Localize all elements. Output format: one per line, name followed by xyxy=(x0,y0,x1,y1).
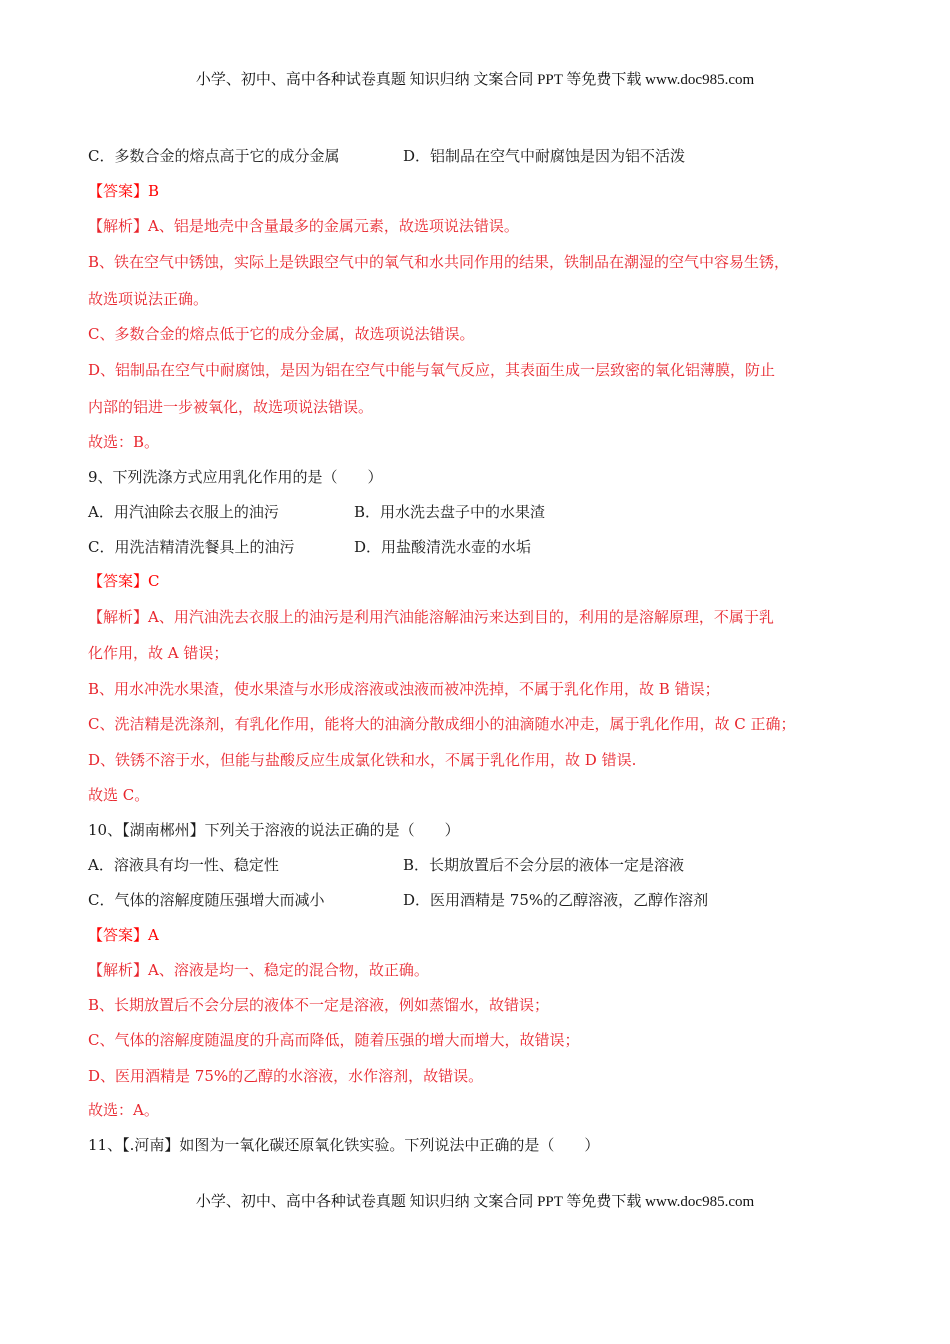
q9-analysis-line: D、铁锈不溶于水，但能与盐酸反应生成氯化铁和水，不属于乳化作用，故 D 错误. xyxy=(88,751,637,769)
q10-answer: 【答案】A xyxy=(88,926,159,944)
q10-analysis-line: C、气体的溶解度随温度的升高而降低，随着压强的增大而增大，故错误； xyxy=(88,1031,580,1049)
q9-option-d: D．用盐酸清洗水壶的水垢 xyxy=(354,538,532,556)
q10-option-c: C．气体的溶解度随压强增大而减小 xyxy=(88,891,325,909)
q8-analysis-line: B、铁在空气中锈蚀，实际上是铁跟空气中的氧气和水共同作用的结果，铁制品在潮湿的空气中容易生锈， xyxy=(88,253,790,271)
q9-stem: 9、下列洗涤方式应用乳化作用的是（ ） xyxy=(88,468,383,486)
q9-analysis-line: B、用水冲洗水果渣，使水果渣与水形成溶液或浊液而被冲洗掉，不属于乳化作用，故 B 错误； xyxy=(88,680,720,698)
q8-analysis-line: 内部的铝进一步被氧化，故选项说法错误。 xyxy=(88,398,374,416)
q9-conclusion: 故选 C。 xyxy=(88,786,150,804)
q8-analysis-line: 故选项说法正确。 xyxy=(88,290,209,308)
q9-analysis-line: 【解析】A、用汽油洗去衣服上的油污是利用汽油能溶解油污来达到目的，利用的是溶解原理，不属于乳 xyxy=(88,608,774,626)
q10-stem: 10、【湖南郴州】下列关于溶液的说法正确的是（ ） xyxy=(88,821,460,839)
q8-analysis-line: C、多数合金的熔点低于它的成分金属，故选项说法错误。 xyxy=(88,325,475,343)
q8-option-d: D．铝制品在空气中耐腐蚀是因为铝不活泼 xyxy=(403,147,686,165)
q9-answer: 【答案】C xyxy=(88,572,160,590)
q8-answer: 【答案】B xyxy=(88,182,160,200)
page-footer: 小学、初中、高中各种试卷真题 知识归纳 文案合同 PPT 等免费下载 www.doc985.com xyxy=(195,1194,755,1210)
page-header: 小学、初中、高中各种试卷真题 知识归纳 文案合同 PPT 等免费下载 www.doc985.com xyxy=(195,72,755,88)
q9-option-c: C．用洗洁精清洗餐具上的油污 xyxy=(88,538,295,556)
q10-analysis-line: 【解析】A、溶液是均一、稳定的混合物，故正确。 xyxy=(88,961,429,979)
q8-analysis-line: D、铝制品在空气中耐腐蚀，是因为铝在空气中能与氧气反应，其表面生成一层致密的氧化铝薄膜，防止 xyxy=(88,361,776,379)
q8-analysis-line: 【解析】A、铝是地壳中含量最多的金属元素，故选项说法错误。 xyxy=(88,217,519,235)
q8-option-c: C．多数合金的熔点高于它的成分金属 xyxy=(88,147,340,165)
q10-analysis-line: B、长期放置后不会分层的液体不一定是溶液，例如蒸馏水，故错误； xyxy=(88,996,550,1014)
q10-analysis-line: D、医用酒精是 75%的乙醇的水溶液，水作溶剂，故错误。 xyxy=(88,1067,484,1085)
q9-option-a: A．用汽油除去衣服上的油污 xyxy=(88,503,279,521)
q8-conclusion: 故选：B。 xyxy=(88,433,160,451)
q11-stem: 11、【.河南】如图为一氧化碳还原氧化铁实验。下列说法中正确的是（ ） xyxy=(88,1136,600,1154)
q10-option-a: A．溶液具有均一性、稳定性 xyxy=(88,856,279,874)
q10-conclusion: 故选：A。 xyxy=(88,1101,159,1119)
q9-analysis-line: 化作用，故 A 错误； xyxy=(88,644,229,662)
q9-option-b: B．用水洗去盘子中的水果渣 xyxy=(354,503,546,521)
q10-option-d: D．医用酒精是 75%的乙醇溶液，乙醇作溶剂 xyxy=(403,891,709,909)
q10-option-b: B．长期放置后不会分层的液体一定是溶液 xyxy=(403,856,685,874)
q9-analysis-line: C、洗洁精是洗涤剂，有乳化作用，能将大的油滴分散成细小的油滴随水冲走，属于乳化作用，故 C 正确； xyxy=(88,715,796,733)
